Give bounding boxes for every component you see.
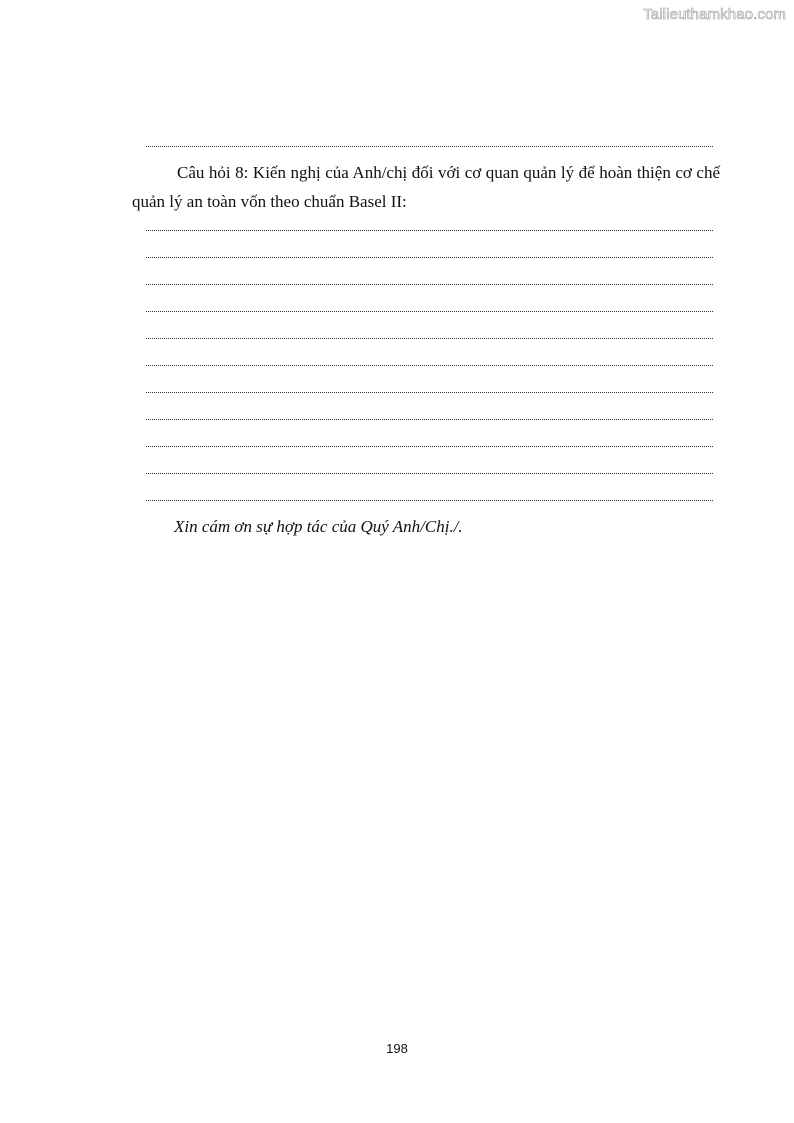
watermark-text: Tailieuthamkhao.com	[643, 6, 786, 23]
answer-line	[146, 500, 713, 501]
answer-line	[146, 473, 713, 474]
answer-line	[146, 392, 713, 393]
answer-line	[146, 257, 713, 258]
answer-line-previous	[146, 146, 713, 147]
answer-line	[146, 419, 713, 420]
answer-line	[146, 446, 713, 447]
answer-line	[146, 365, 713, 366]
answer-line	[146, 311, 713, 312]
answer-line	[146, 338, 713, 339]
closing-thanks: Xin cám ơn sự hợp tác của Quý Anh/Chị./.	[174, 517, 463, 536]
page-number: 198	[386, 1041, 408, 1056]
answer-line	[146, 284, 713, 285]
question-8: Câu hỏi 8: Kiến nghị của Anh/chị đối với cơ quan quản lý để hoàn thiện cơ chế quản lý an toàn vốn theo chuẩn Basel II:	[132, 163, 720, 211]
answer-line	[146, 230, 713, 231]
